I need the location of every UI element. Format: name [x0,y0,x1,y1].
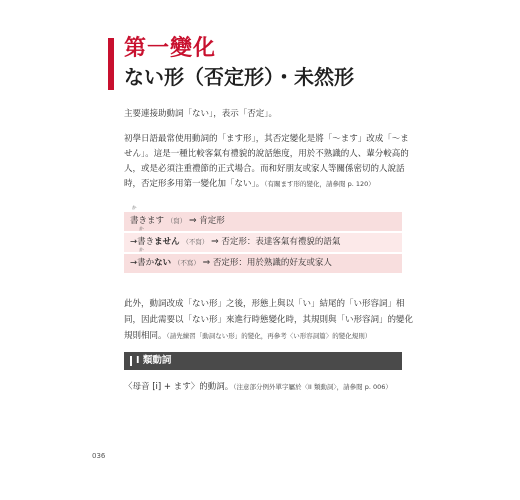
example-meaning: （不寫） [173,259,200,267]
rule-note: （注意部分例外單字屬於〈II 類動詞〉，請參閱 p. 006） [233,383,392,391]
row-prefix-arrow: → [130,237,138,247]
implies-arrow-icon: ⇒ [211,237,219,247]
example-verb-kanji: か 書 [130,206,139,226]
paragraph-2 [124,296,414,344]
example-table [124,206,402,275]
section-marker [130,356,132,366]
example-meaning: （寫） [166,217,187,225]
page-number: 036 [92,452,106,460]
rule-definition: 〈母音 [i] + ます〉的動詞。 [124,382,234,392]
chapter-subtitle: ない形（否定形）・未然形 [124,65,354,89]
example-verb-suffix: きます [138,216,165,226]
example-result: 否定形：用於熟識的好友或家人 [212,258,332,268]
chapter-title: 第一變化 [124,36,217,61]
example-verb-ending: ません [154,237,180,247]
example-verb-kanji: か 書 [137,248,146,268]
example-verb-kanji: か 書 [137,227,146,247]
paragraph-1 [124,132,414,192]
intro-text: 主要連接助動詞「ない」，表示「否定」。 [124,109,278,119]
rule-text [124,381,392,393]
example-row [124,206,402,231]
furigana: か [139,227,144,232]
example-result: 否定形：表達客氣有禮貌的語氣 [221,237,341,247]
example-result: 肯定形 [199,216,225,226]
example-verb-stem: き [145,237,155,247]
title-accent-bar [108,38,114,90]
example-row [124,227,402,252]
implies-arrow-icon: ⇒ [202,258,211,268]
furigana: か [132,206,137,211]
paragraph-2-text: 此外，動詞改成「ない形」之後，形態上與以「い」結尾的「い形容詞」相同，因此需要以「ない形」來進行時態變化時，其規則與「い形容詞」的變化規則相同。 [124,299,414,341]
paragraph-1-note: （有關ます形的變化，請參閱 p. 120） [264,180,375,188]
example-meaning: （不寫） [182,238,209,246]
furigana: か [139,248,144,253]
example-verb-ending: ない [154,258,172,268]
implies-arrow-icon: ⇒ [188,216,197,226]
section-header [124,352,402,370]
paragraph-1-text: 初學日語最常使用動詞的「ます形」，其否定變化是將「～ます」改成「～ません」。這是一種比較客氣有禮貌的說話態度，用於不熟識的人、輩分較高的人，或是必須注重禮節的正式場合。而和好朋友或家人等關係密切的人說話時，否定形多用第一變化加「ない」。 [124,134,409,189]
example-row [124,248,402,273]
paragraph-2-note: （請先練習「動詞ない形」的變化，再參考〈い形容詞篇〉的變化規則） [166,332,372,340]
section-title: I 類動詞 [136,355,172,366]
row-prefix-arrow: → [130,258,138,268]
example-verb-stem: か [145,258,155,268]
